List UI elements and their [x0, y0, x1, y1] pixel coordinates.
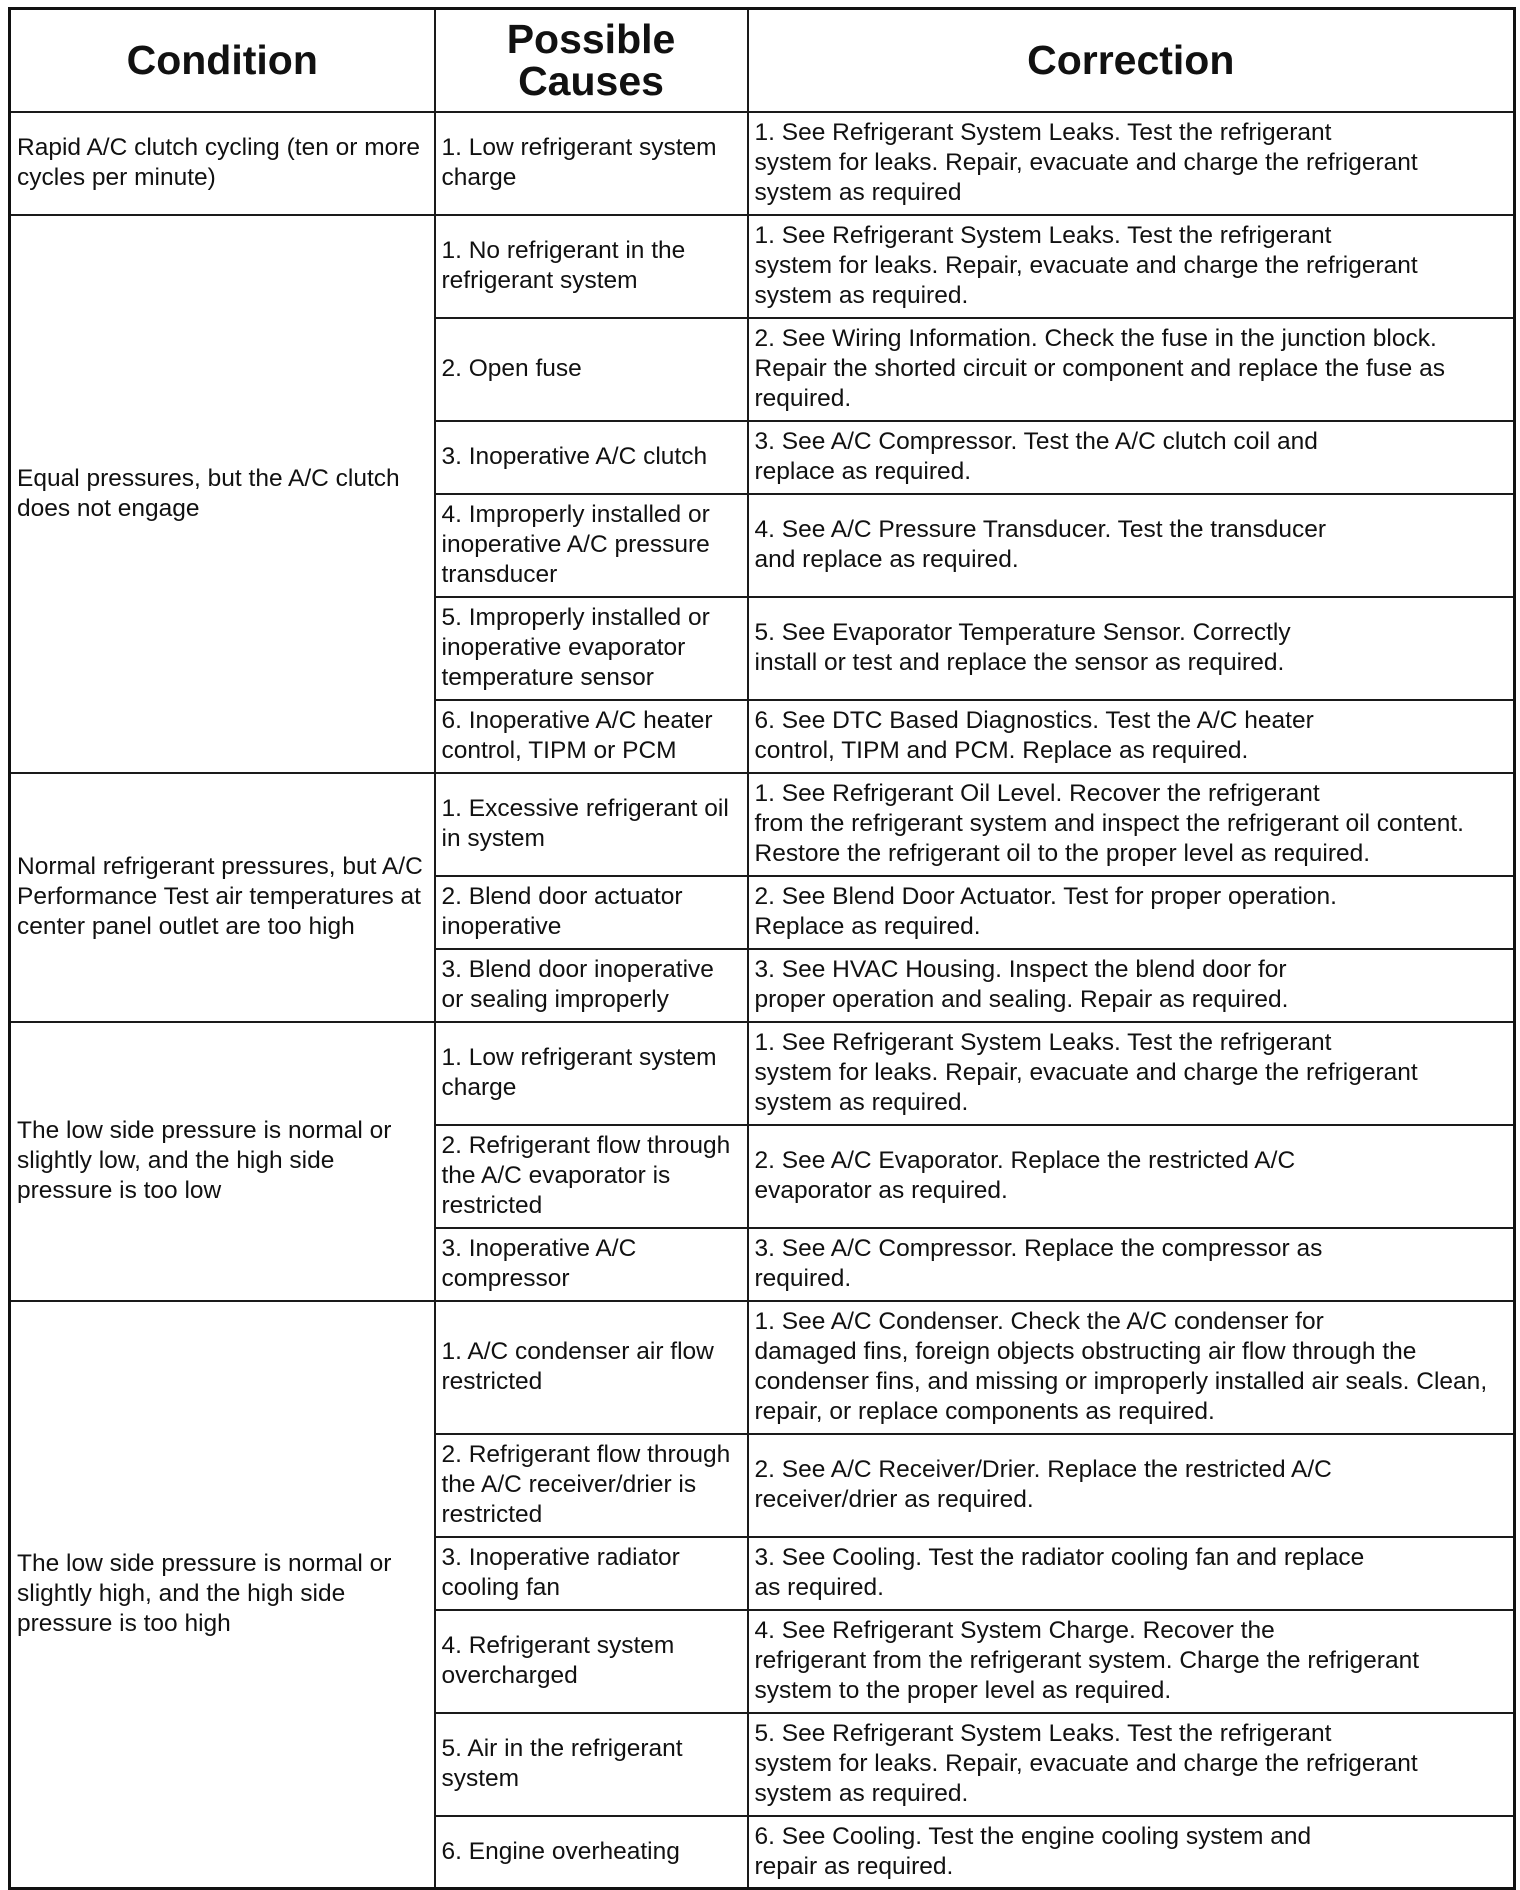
- cause-cell: 6. Inoperative A/C heater control, TIPM or PCM: [435, 700, 748, 773]
- table-body: [10, 112, 1515, 1889]
- correction-cell: 3. See A/C Compressor. Test the A/C clutch coil and replace as required.: [748, 421, 1515, 494]
- cause-cell: 5. Improperly installed or inoperative evaporator temperature sensor: [435, 597, 748, 700]
- correction-cell: 6. See Cooling. Test the engine cooling system and repair as required.: [748, 1816, 1515, 1889]
- cause-cell: 2. Blend door actuator inoperative: [435, 876, 748, 949]
- correction-cell: 1. See Refrigerant System Leaks. Test the refrigerant system for leaks. Repair, evacuate and charge the refrigerant system as required: [748, 112, 1515, 215]
- correction-cell: 5. See Evaporator Temperature Sensor. Correctly install or test and replace the sensor as required.: [748, 597, 1515, 700]
- cause-cell: 1. Low refrigerant system charge: [435, 1022, 748, 1125]
- correction-header: Correction: [748, 9, 1515, 112]
- cause-cell: 6. Engine overheating: [435, 1816, 748, 1889]
- correction-cell: 1. See Refrigerant System Leaks. Test the refrigerant system for leaks. Repair, evacuate and charge the refrigerant system as required.: [748, 215, 1515, 318]
- cause-cell: 5. Air in the refrigerant system: [435, 1713, 748, 1816]
- table-row: [10, 773, 1515, 876]
- cause-cell: 4. Refrigerant system overcharged: [435, 1610, 748, 1713]
- condition-cell: Normal refrigerant pressures, but A/C Performance Test air temperatures at center panel outlet are too high: [10, 773, 435, 1022]
- correction-cell: 1. See Refrigerant Oil Level. Recover the refrigerant from the refrigerant system and inspect the refrigerant oil content. Restore the refrigerant oil to the proper level as required.: [748, 773, 1515, 876]
- correction-cell: 3. See HVAC Housing. Inspect the blend door for proper operation and sealing. Repair as required.: [748, 949, 1515, 1022]
- correction-cell: 1. See Refrigerant System Leaks. Test the refrigerant system for leaks. Repair, evacuate and charge the refrigerant system as required.: [748, 1022, 1515, 1125]
- correction-cell: 1. See A/C Condenser. Check the A/C condenser for damaged fins, foreign objects obstructing air flow through the condenser fins, and missing or improperly installed air seals. Clean, repair, or replace components as required.: [748, 1301, 1515, 1434]
- cause-cell: 3. Blend door inoperative or sealing improperly: [435, 949, 748, 1022]
- cause-cell: 2. Refrigerant flow through the A/C evaporator is restricted: [435, 1125, 748, 1228]
- condition-cell: The low side pressure is normal or slightly high, and the high side pressure is too high: [10, 1301, 435, 1889]
- correction-cell: 2. See A/C Receiver/Drier. Replace the restricted A/C receiver/drier as required.: [748, 1434, 1515, 1537]
- condition-cell: Rapid A/C clutch cycling (ten or more cycles per minute): [10, 112, 435, 215]
- cause-cell: 1. No refrigerant in the refrigerant system: [435, 215, 748, 318]
- cause-cell: 2. Refrigerant flow through the A/C receiver/drier is restricted: [435, 1434, 748, 1537]
- cause-cell: 1. Excessive refrigerant oil in system: [435, 773, 748, 876]
- cause-cell: 1. A/C condenser air flow restricted: [435, 1301, 748, 1434]
- cause-cell: 2. Open fuse: [435, 318, 748, 421]
- condition-cell: The low side pressure is normal or slightly low, and the high side pressure is too low: [10, 1022, 435, 1301]
- diagnosis-table: [8, 7, 1516, 1890]
- correction-cell: 4. See A/C Pressure Transducer. Test the transducer and replace as required.: [748, 494, 1515, 597]
- table-row: [10, 112, 1515, 215]
- cause-cell: 1. Low refrigerant system charge: [435, 112, 748, 215]
- cause-cell: 4. Improperly installed or inoperative A/C pressure transducer: [435, 494, 748, 597]
- cause-cell: 3. Inoperative A/C compressor: [435, 1228, 748, 1301]
- table-row: [10, 1022, 1515, 1125]
- causes-header: Possible Causes: [435, 9, 748, 112]
- correction-cell: 3. See Cooling. Test the radiator cooling fan and replace as required.: [748, 1537, 1515, 1610]
- correction-cell: 2. See Blend Door Actuator. Test for proper operation. Replace as required.: [748, 876, 1515, 949]
- condition-cell: Equal pressures, but the A/C clutch does not engage: [10, 215, 435, 773]
- header-row: [10, 9, 1515, 112]
- correction-cell: 5. See Refrigerant System Leaks. Test the refrigerant system for leaks. Repair, evacuate and charge the refrigerant system as required.: [748, 1713, 1515, 1816]
- correction-cell: 2. See Wiring Information. Check the fuse in the junction block. Repair the shorted circuit or component and replace the fuse as required.: [748, 318, 1515, 421]
- correction-cell: 6. See DTC Based Diagnostics. Test the A/C heater control, TIPM and PCM. Replace as required.: [748, 700, 1515, 773]
- table-row: [10, 215, 1515, 318]
- correction-cell: 4. See Refrigerant System Charge. Recover the refrigerant from the refrigerant system. Charge the refrigerant system to the proper level as required.: [748, 1610, 1515, 1713]
- correction-cell: 3. See A/C Compressor. Replace the compressor as required.: [748, 1228, 1515, 1301]
- cause-cell: 3. Inoperative A/C clutch: [435, 421, 748, 494]
- table-row: [10, 1301, 1515, 1434]
- cause-cell: 3. Inoperative radiator cooling fan: [435, 1537, 748, 1610]
- condition-header: Condition: [10, 9, 435, 112]
- correction-cell: 2. See A/C Evaporator. Replace the restricted A/C evaporator as required.: [748, 1125, 1515, 1228]
